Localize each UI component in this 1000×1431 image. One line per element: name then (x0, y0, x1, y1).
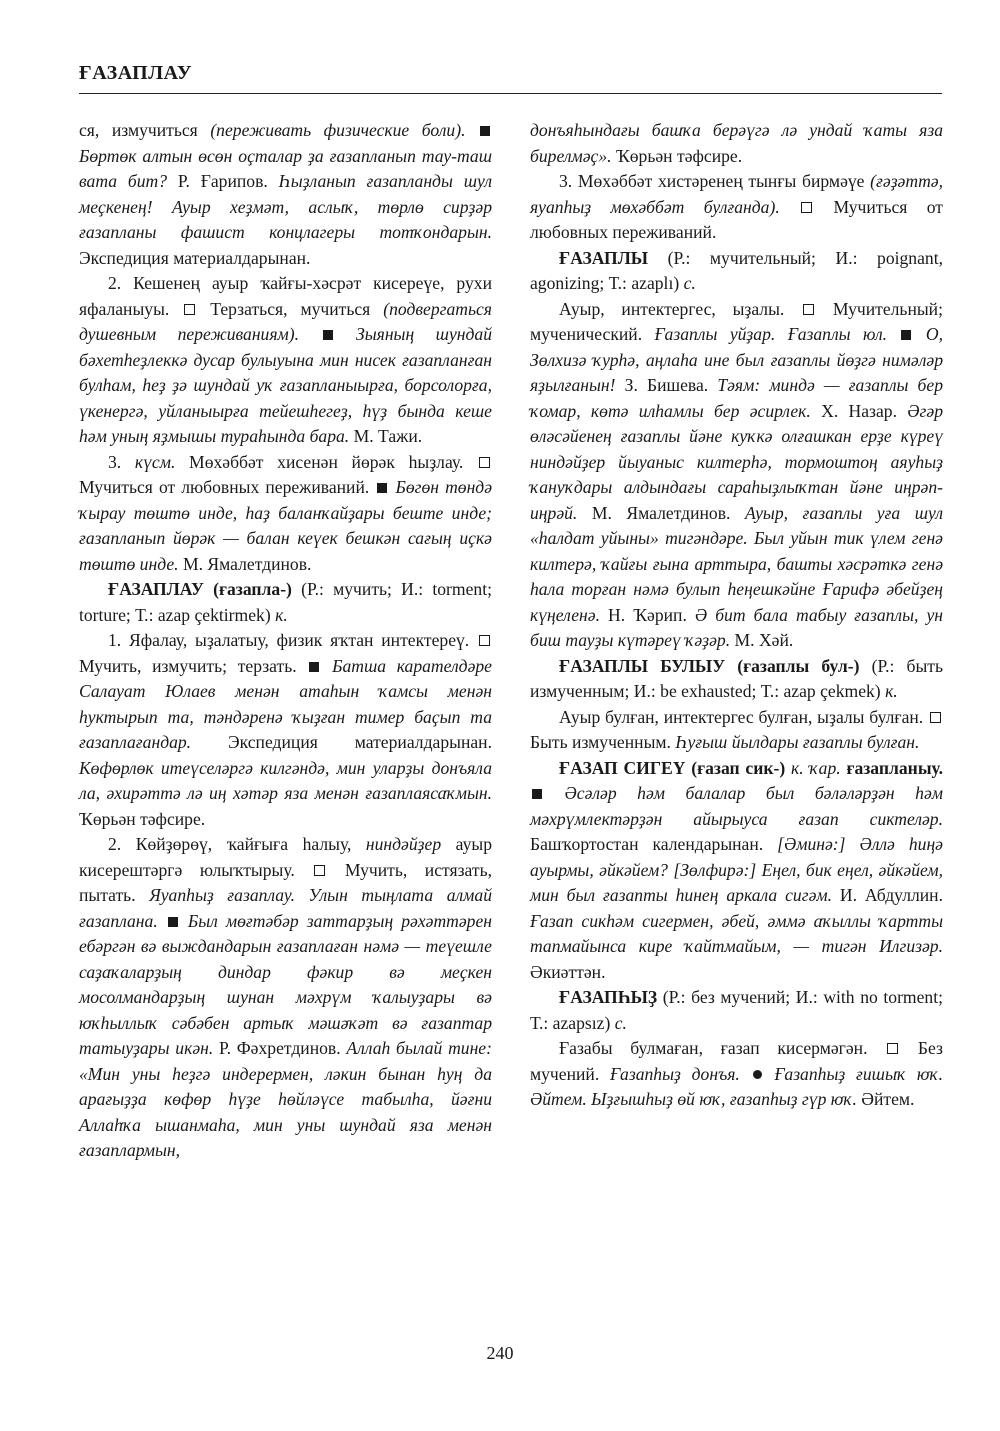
part-of-speech: с. (614, 1012, 627, 1033)
russian-translation: Мучительный; мученический. (530, 298, 943, 344)
example-text: Ғазаплы уйҙар. Ғазаплы юл. (654, 324, 888, 344)
header-rule (79, 93, 942, 94)
source-attribution: Экспедиция материалдарынан. (79, 247, 311, 268)
example-text: Һуғыш йылдары ғазаплы булған. (675, 732, 920, 752)
gloss-note: (переживать физические боли). (210, 120, 466, 140)
source-attribution: З. Бишева. (624, 375, 709, 395)
source-attribution: Әйтем. (861, 1089, 915, 1109)
sense-3 (79, 450, 492, 578)
russian-translation: Терзаться, мучиться (210, 298, 371, 319)
cross-reference-label: ҡар. (809, 757, 841, 778)
source-attribution: Башҡортостан календарынан. (530, 834, 764, 854)
example-text: Тәям: миндә — ғазаплы бер ҡомар, көтә илһамлы бер әсирлек. (530, 375, 943, 421)
definition-text: 3. Мөхәббәт хистәренең тынғы бирмәүе (559, 171, 865, 191)
left-column (79, 118, 492, 1164)
example-text: Бөртөк алтын өсөн оҫталар ҙа ғазапланып тау-таш вата бит? (79, 145, 492, 191)
source-attribution: М. Хәй. (734, 630, 794, 650)
filled-square-icon (323, 330, 333, 340)
part-of-speech: к. (885, 681, 898, 701)
source-attribution: Р. Фәхретдинов. (219, 1038, 341, 1058)
proverb-text: Ғазапһыҙ ғишыҡ юҡ. Әйтем. Ыҙғышһыҙ өй юҡ, ғазапһыҙ гүр юҡ. (530, 1063, 944, 1109)
example-text: Аллаһ былай тине: «Мин уны һеҙгә индерермен, ләкин бынан һуң да арағыҙҙа көфөр һүҙе һөйләүсе табылһа, йәғни Аллаһҡа ышанмаһа, мин уны шундай яза менән ғазаплармын, (79, 1038, 492, 1160)
sense-1 (79, 628, 492, 832)
gloss-note: (ғәҙәттә, яуапһыҙ мөхәббәт булғанда). (530, 171, 943, 217)
hollow-square-icon (479, 457, 490, 468)
entry-header (530, 654, 943, 705)
sense-2 (79, 832, 492, 1164)
example-text: Һыҙланып ғазапланды шул меҫкенең! Ауыр хеҙмәт, аслыҡ, төрлө сирҙәр ғазапланы фашист концлагеры тотҡондарын. (79, 171, 492, 242)
part-of-speech: к. (791, 757, 804, 778)
entry-header (530, 985, 943, 1036)
example-text: Батша карателдәре Салауат Юлаев менән атаһын ҡамсы менән һуктырып та, тәндәренә ҡыҙған тимер баҫып та ғазаплағандар. (79, 655, 492, 752)
headword: ҒАЗАПЛЫ БУЛЫУ (ғазаплы бул-) (559, 655, 860, 676)
hollow-square-icon (479, 635, 490, 646)
sense-body (530, 297, 943, 654)
hollow-square-icon (887, 1043, 898, 1054)
example-text: Зыяның шундай бәхетһеҙлеккә дусар булыуына мин нисек ғазапланған булһам, һеҙ ҙә шундай уҡ ғазапланыырға, борсолорға, үкенергә, уйланыырға тейешһегеҙ, һүҙ бында кеше һәм уның яҙмышы тураһында бара. (79, 324, 492, 446)
filled-circle-icon (753, 1070, 762, 1079)
page-number: 240 (486, 1343, 514, 1363)
example-text: Ә бит бала табыу ғазаплы, ун биш тауҙы күтәреү ҡәҙәр. (530, 604, 944, 650)
russian-translation: Мучиться от любовных переживаний. (530, 196, 943, 242)
example-text: Ғазап сикһәм сигермен, әбей, әммә аҡыллы ҡартты тапмайынса кире ҡайтмайым, — тигән Илгизәр. (530, 910, 943, 956)
part-of-speech: к. (275, 604, 288, 625)
hollow-square-icon (930, 712, 941, 723)
definition-text: Мөхәббәт хисенән йөрәк һыҙлау. (189, 451, 464, 472)
definition-text: ся, измучиться (79, 120, 198, 140)
example-text: Был мөғтәбәр заттарҙың рәхәттәрен ебәргән вә выждандарын ғазаплаған нәмә — теүешле саҙаҡаларҙың диндар фәкир вә меҫкен мосолмандарҙың шунан мәхрүм ҡалыуҙары вә юҡһыллыҡ сәбәбен артыҡ мәшәҡәт вә ғазаптар татыуҙары икән. (79, 910, 493, 1058)
cross-reference: ғазапланыу. (846, 757, 943, 778)
source-attribution: М. Ямалетдинов. (182, 553, 312, 574)
example-text: Яуапһыҙ ғазаплау. Улын тыңлата алмай ғазаплана. (79, 885, 492, 931)
sense-body (530, 705, 943, 756)
headword: ҒАЗАПЛЫ (559, 247, 649, 268)
source-attribution: М. Ямалетдинов. (591, 502, 731, 523)
example-text: Әсәләр һәм балалар был бәләләрҙән һәм мәхрүмлектәрҙән айырыуса ғазап сиктеләр. (530, 783, 943, 829)
example-text: Ғазапһыҙ донъя. (610, 1063, 740, 1084)
example-text: Бөгөн төндә ҡырау төштө инде, һаҙ баланҡайҙары беште инде; ғазапланып йөрәк — балан кеүек бешкән сағың иҫкә төштө инде. (79, 477, 493, 574)
part-of-speech: с. (683, 273, 696, 293)
source-attribution: Ҡөрьән тәфсире. (79, 808, 206, 829)
filled-square-icon (901, 330, 911, 340)
entry-continuation (79, 118, 492, 271)
entry-header (79, 577, 492, 628)
filled-square-icon (480, 126, 490, 136)
entry-continuation (530, 118, 943, 169)
headword: ҒАЗАПҺЫҘ (559, 987, 658, 1007)
definition-text: ауыр кисерештәргә юлыҡтырыу. (79, 834, 492, 880)
source-attribution: Экспедиция материалдарынан. (228, 732, 492, 752)
russian-translation: Без мучений. (530, 1038, 943, 1084)
headword: ҒАЗАПЛАУ (ғазапла-) (108, 579, 292, 599)
source-attribution: И. Абдуллин. (839, 885, 943, 905)
filled-square-icon (377, 483, 387, 493)
sense-2 (79, 271, 492, 450)
filled-square-icon (168, 917, 178, 927)
example-text: Ауыр, ғазаплы уға шул «һалдат уйыны» тигәндәре. Был уйын тик үлем генә килтерә, ҡайғы ғына арттыра, башты хәсрәткә генә һала торған нәмә булып һеңешкәйне Ғарифә әбейҙең күңеленә. (530, 502, 944, 625)
russian-translation: Быть измученным. (530, 732, 671, 752)
definition-text: Ауыр булған, интектергес булған, ыҙалы булған. (559, 706, 924, 727)
definition-text-italic: ниндәйҙер (365, 834, 442, 854)
usage-label: күсм. (134, 451, 176, 472)
translations: (Р.: мучить; И.: torment; torture; Т.: azap çektirmek) (79, 579, 492, 625)
hollow-square-icon (801, 202, 812, 213)
example-text: Әгәр өләсәйенең ғазаплы йәне куҡкә олғашкан ерҙе күреү ниндәйҙер йыуаныс килтерһә, тормоштоң аяуһыҙ ҡануҡдары алдындағы сараһыҙлыҡтан йәне иңрәп-иңрәй. (530, 400, 943, 523)
source-attribution: Н. Ҡәрип. (608, 604, 687, 625)
hollow-square-icon (803, 304, 814, 315)
example-text: Көфөрлөк итеүселәргә килгәндә, мин уларҙы донъяла ла, әхирәттә лә иң хәтәр яза менән ғазаплаясаҡмын. (79, 757, 492, 803)
example-text: О, Зөлхизә ҡурһә, аңлаһа ине был ғазаплы йөҙгә нимәләр яҙылғанын! (530, 324, 944, 395)
running-head: ҒАЗАПЛАУ (79, 62, 192, 84)
filled-square-icon (532, 789, 542, 799)
sense-3 (530, 169, 943, 246)
entry-header (530, 756, 943, 986)
example-text: [Әминә:] Әллә һиңә ауырмы, әйкәйем? [Зөлфирә:] Еңел, бик еңел, әйкәйем, мин был ғазапты һинең аркала сигәм. (530, 834, 943, 905)
source-attribution: Әкиәттән. (530, 961, 606, 982)
definition-text: 2. Көйҙөрөү, ҡайғыға һалыу, (108, 834, 352, 854)
translations: (Р.: быть измученным; И.: be exhausted; Т.: azap çekmek) (530, 655, 943, 701)
gloss-note: (подвергаться душевным переживаниям). (79, 298, 492, 344)
translations: (Р.: мучительный; И.: poignant, agonizing; Т.: azaplı) (530, 247, 943, 293)
definition-text: Ауыр, интектергес, ыҙалы. (559, 298, 785, 319)
example-text: донъяһындағы башҡа берәүгә лә ундай ҡаты яза бирелмәҫ». (530, 120, 943, 166)
filled-square-icon (309, 662, 319, 672)
headword: ҒАЗАП СИГЕҮ (ғазап сик-) (559, 757, 786, 778)
russian-translation: Мучить, истязать, пытать. (79, 859, 492, 905)
definition-text: 2. Кешенең ауыр ҡайғы-хәсрәт кисереүе, рухи яфаланыуы. (79, 273, 492, 319)
right-column (530, 118, 943, 1113)
russian-translation: Мучить, измучить; терзать. (79, 655, 297, 676)
hollow-square-icon (184, 304, 195, 315)
entry-header (530, 246, 943, 297)
source-attribution: Р. Ғарипов. (177, 171, 268, 191)
source-attribution: Х. Назар. (821, 400, 897, 421)
sense-number: 3. (108, 451, 122, 472)
russian-translation: Мучиться от любовных переживаний. (79, 477, 370, 497)
source-attribution: М. Тажи. (353, 426, 423, 446)
definition-text: Ғазабы булмаған, ғазап кисермәгән. (559, 1038, 868, 1058)
hollow-square-icon (314, 865, 325, 876)
definition-text: 1. Яфалау, ыҙалатыу, физик яҡтан интектереү. (108, 630, 470, 650)
translations: (Р.: без мучений; И.: with no torment; Т.: azapsız) (530, 987, 944, 1033)
source-attribution: Ҡөрьән тәфсире. (615, 145, 743, 166)
sense-body (530, 1036, 943, 1113)
